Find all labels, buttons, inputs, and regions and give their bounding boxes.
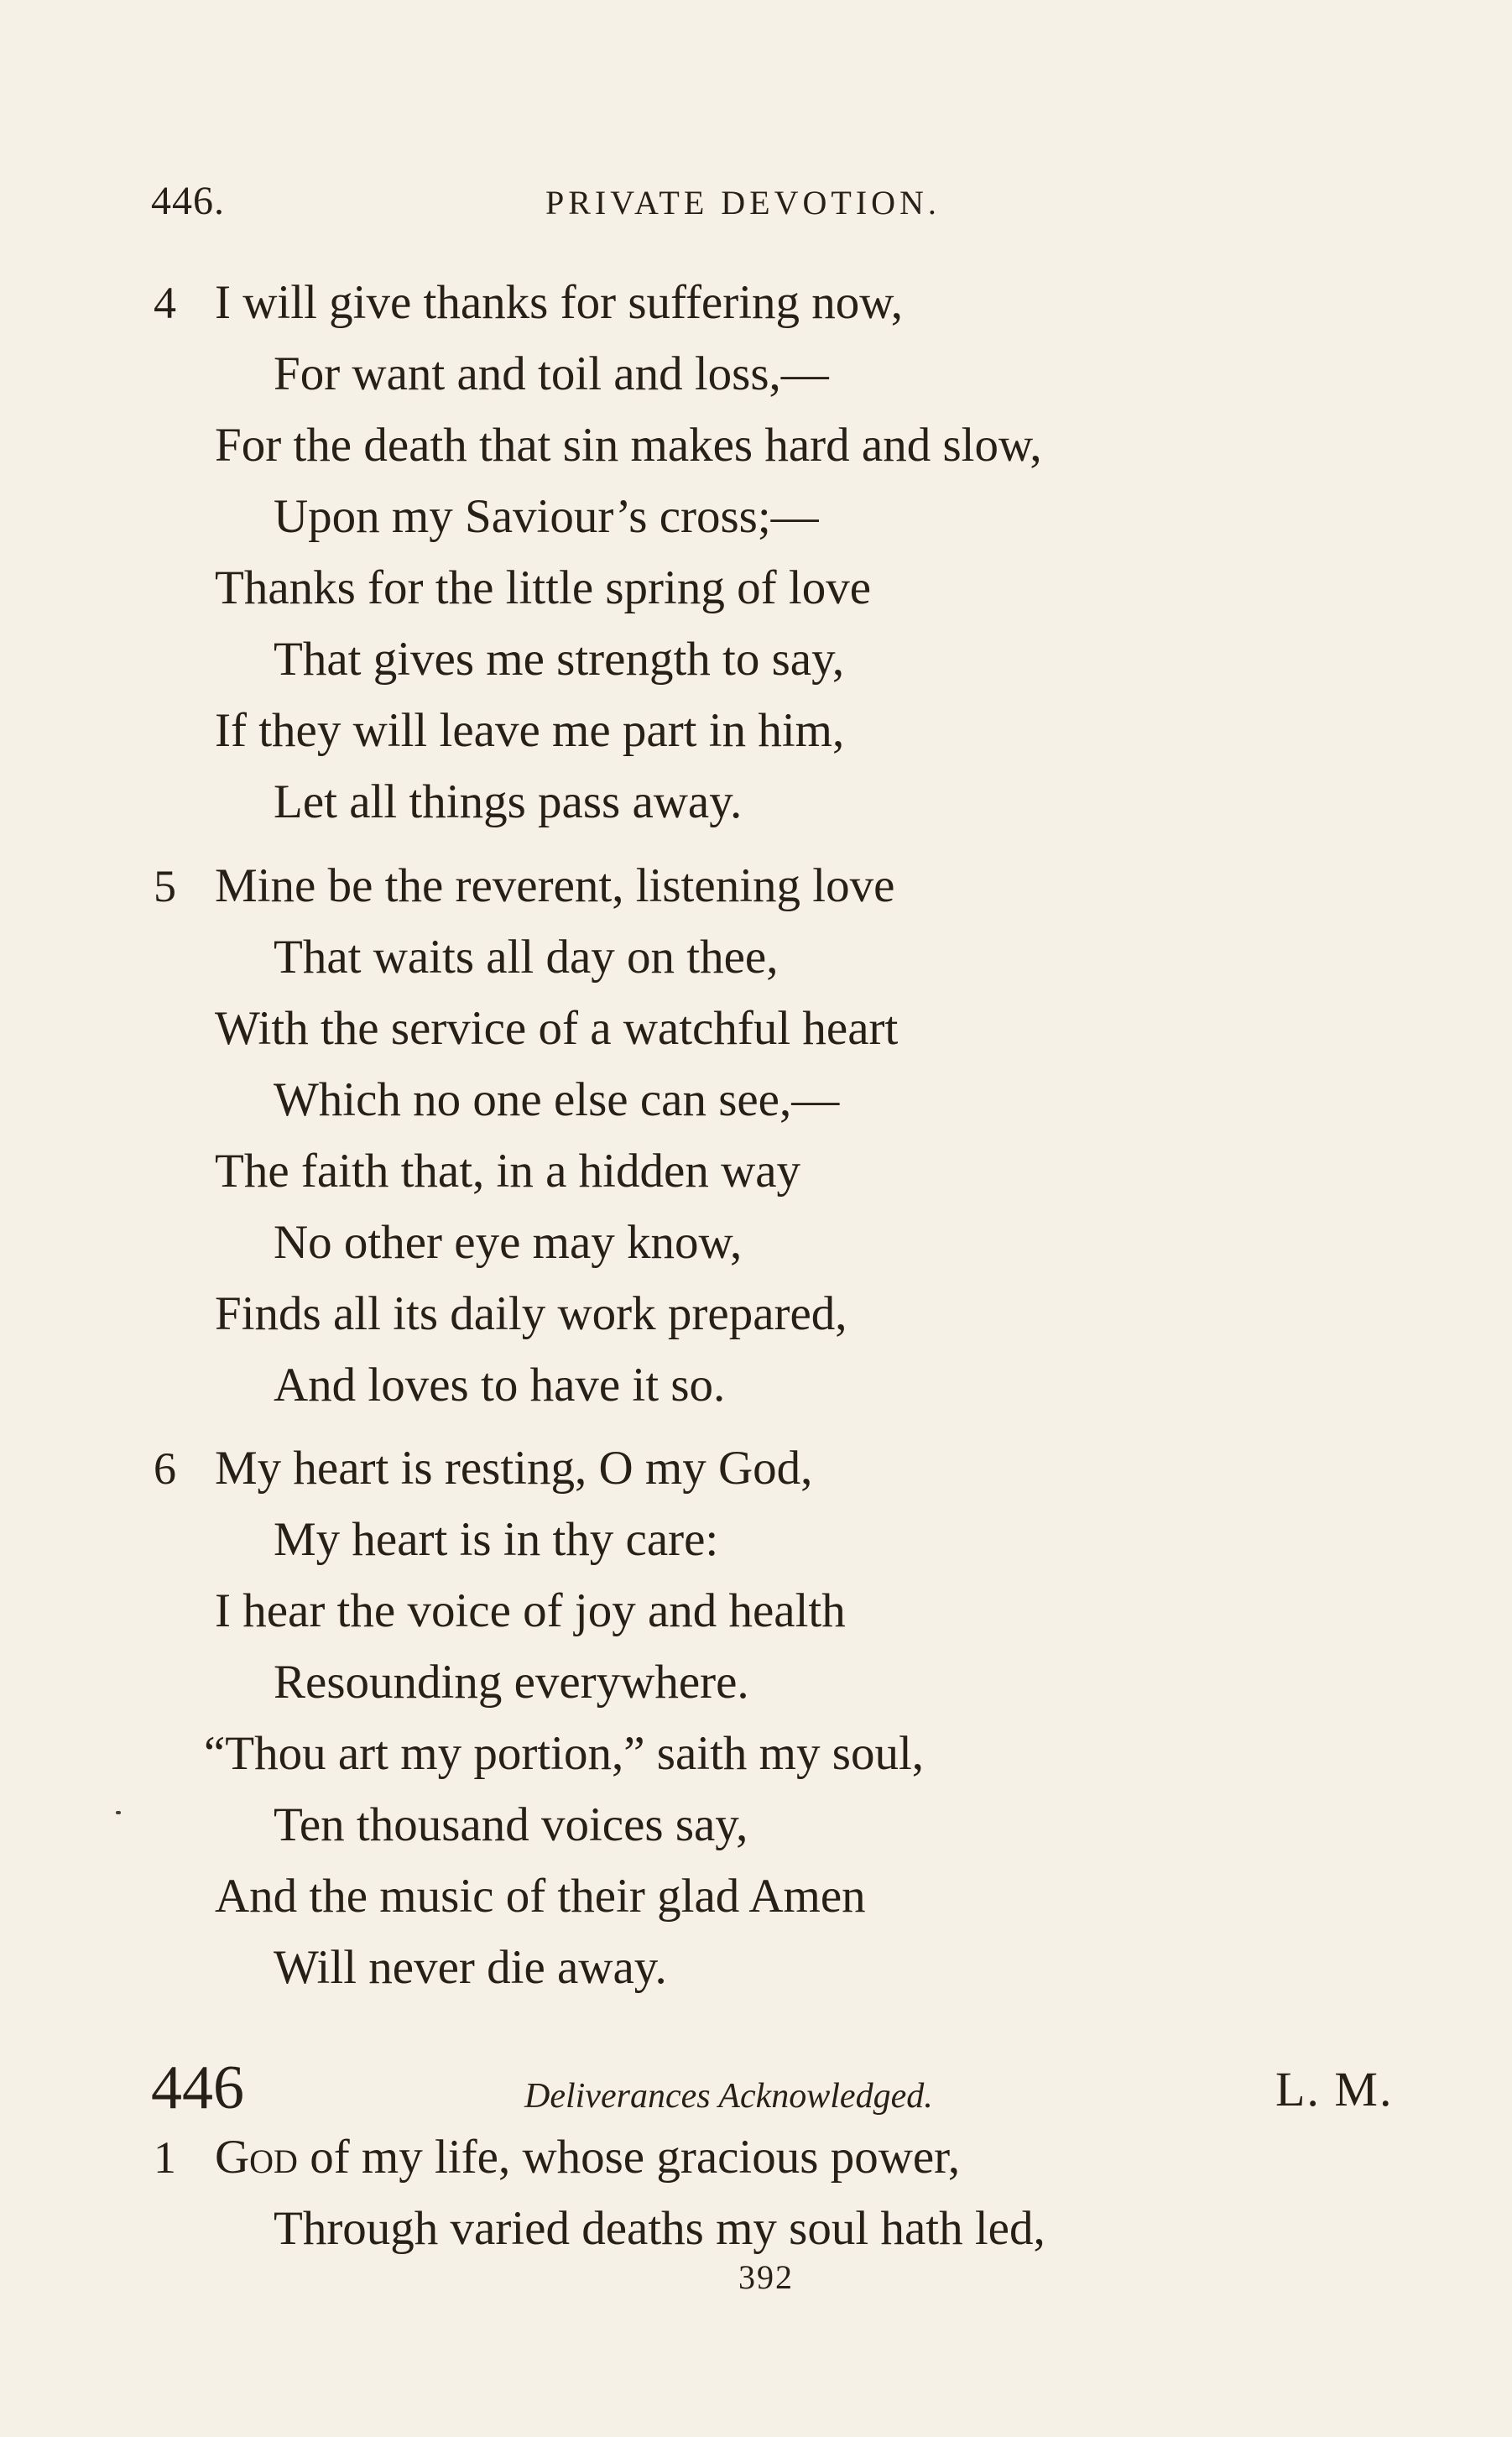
verse-line: Mine be the reverent, listening love [215, 859, 895, 912]
verse-line: My heart is in thy care: [274, 1513, 719, 1566]
verse-line: Will never die away. [274, 1941, 667, 1994]
running-title: PRIVATE DEVOTION. [545, 184, 941, 222]
line-rest: of my life, whose gracious power, [297, 2131, 961, 2184]
verse-line: Which no one else can see,— [274, 1073, 840, 1126]
running-head [151, 178, 1040, 228]
stanza-number: 4 [154, 278, 176, 328]
verse-line: My heart is resting, O my God, [215, 1442, 813, 1495]
page-number: 446. [151, 179, 225, 223]
first-word: God [215, 2131, 298, 2184]
verse-line: For the death that sin makes hard and slow, [215, 419, 1042, 472]
stanza-number: 1 [154, 2132, 176, 2183]
verse-line: Resounding everywhere. [274, 1656, 749, 1709]
verse-line: “Thou art my portion,” saith my soul, [204, 1727, 925, 1780]
verse-line: Let all things pass away. [274, 775, 743, 828]
hymn-title: Deliverances Acknowledged. [524, 2077, 933, 2116]
verse-line [215, 2132, 960, 2191]
verse-line: And the music of their glad Amen [215, 1870, 866, 1923]
verse-line: The faith that, in a hidden way [215, 1145, 801, 1198]
verse-line: No other eye may know, [274, 1216, 743, 1269]
stanza-number: 5 [154, 861, 176, 911]
verse-line: If they will leave me part in him, [215, 704, 845, 757]
verse-line: Thanks for the little spring of love [215, 561, 871, 614]
hymn-heading [151, 2054, 1410, 2130]
verse-line: Finds all its daily work prepared, [215, 1287, 847, 1340]
verse-line: Ten thousand voices say, [274, 1798, 748, 1851]
hymn-meter: L. M. [1275, 2062, 1394, 2116]
verse-line: That gives me strength to say, [274, 633, 845, 686]
stanza-number: 6 [154, 1443, 176, 1494]
verse-line: Through varied deaths my soul hath led, [274, 2202, 1045, 2255]
hymn-number: 446 [151, 2053, 244, 2122]
verse-line: That waits all day on thee, [274, 931, 779, 984]
verse-line: And loves to have it so. [274, 1359, 726, 1412]
verse-line: I hear the voice of joy and health [215, 1584, 846, 1637]
verse-line: For want and toil and loss,— [274, 347, 829, 400]
verse-line: I will give thanks for suffering now, [215, 276, 904, 329]
print-speck [116, 1811, 121, 1814]
verse-line: With the service of a watchful heart [215, 1002, 899, 1055]
verse-line: Upon my Saviour’s cross;— [274, 490, 819, 543]
folio-number: 392 [738, 2258, 794, 2296]
